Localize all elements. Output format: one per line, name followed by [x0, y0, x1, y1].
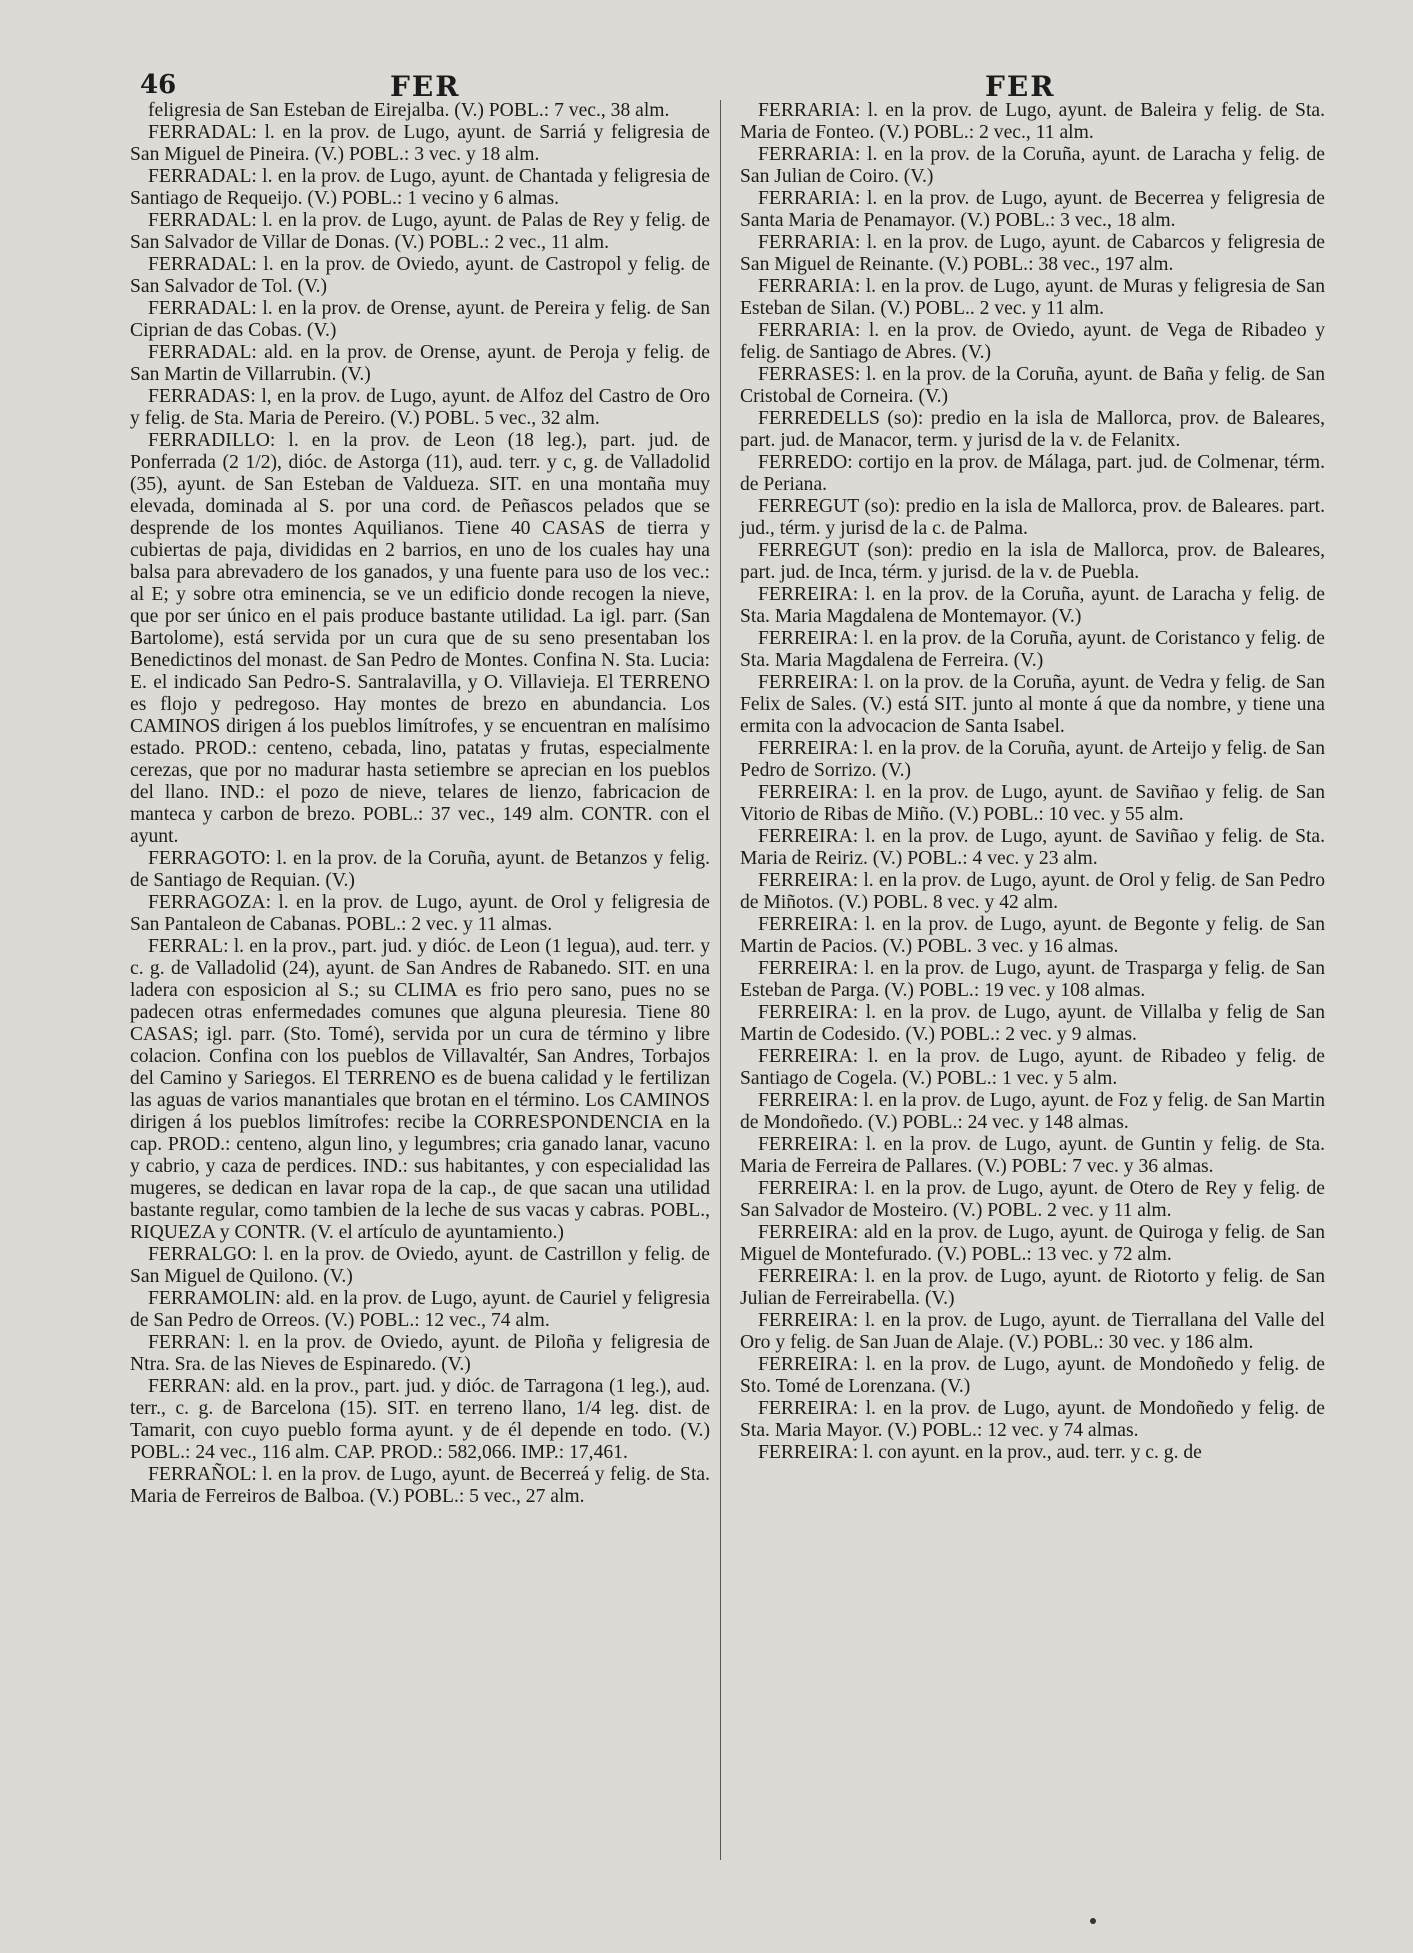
dictionary-entry: FERREIRA: l. en la prov. de Lugo, ayunt. de Saviñao y felig. de San Vitorio de Ribas de Miño. (V.) POBL.: 10 vec. y 55 alm.: [740, 782, 1325, 825]
dictionary-entry: FERRARIA: l. en la prov. de Lugo, ayunt. de Cabarcos y feligresia de San Miguel de Reinante. (V.) POBL.: 38 vec., 197 alm.: [740, 232, 1325, 275]
dictionary-entry: FERRAN: l. en la prov. de Oviedo, ayunt. de Piloña y feligresia de Ntra. Sra. de las Nieves de Espinaredo. (V.): [130, 1332, 710, 1375]
dictionary-entry: FERRARIA: l. en la prov. de Lugo, ayunt. de Baleira y felig. de Sta. Maria de Fonteo. (V.) POBL.: 2 vec., 11 alm.: [740, 100, 1325, 143]
dictionary-entry: FERREGUT (son): predio en la isla de Mallorca, prov. de Baleares, part. jud. de Inca, térm. y jurisd. de la v. de Puebla.: [740, 540, 1325, 583]
right-column: [740, 100, 1325, 1464]
dictionary-entry: FERREIRA: l. en la prov. de la Coruña, ayunt. de Arteijo y felig. de San Pedro de Sorrizo. (V.): [740, 738, 1325, 781]
dictionary-entry: FERREIRA: l. en la prov. de la Coruña, ayunt. de Laracha y felig. de Sta. Maria Magdalena de Montemayor. (V.): [740, 584, 1325, 627]
dictionary-entry: FERRAÑOL: l. en la prov. de Lugo, ayunt. de Becerreá y felig. de Sta. Maria de Ferreiros de Balboa. (V.) POBL.: 5 vec., 27 alm.: [130, 1464, 710, 1507]
dictionary-entry: FERRAGOZA: l. en la prov. de Lugo, ayunt. de Orol y feligresia de San Pantaleon de Cabanas. POBL.: 2 vec. y 11 almas.: [130, 892, 710, 935]
dictionary-entry: FERREIRA: l. en la prov. de Lugo, ayunt. de Ribadeo y felig. de Santiago de Cogela. (V.) POBL.: 1 vec. y 5 alm.: [740, 1046, 1325, 1089]
running-head-right: FER: [985, 70, 1056, 103]
dictionary-entry: FERRARIA: l. en la prov. de la Coruña, ayunt. de Laracha y felig. de San Julian de Coiro. (V.): [740, 144, 1325, 187]
page-number: 46: [140, 70, 177, 100]
dictionary-entry: FERRARIA: l. en la prov. de Oviedo, ayunt. de Vega de Ribadeo y felig. de Santiago de Abres. (V.): [740, 320, 1325, 363]
ink-speck: [1090, 1918, 1096, 1924]
dictionary-entry: FERREIRA: l. en la prov. de Lugo, ayunt. de Trasparga y felig. de San Esteban de Parga. (V.) POBL.: 19 vec. y 108 almas.: [740, 958, 1325, 1001]
column-divider: [720, 100, 721, 1860]
dictionary-entry: FERRADAL: l. en la prov. de Lugo, ayunt. de Sarriá y feligresia de San Miguel de Pineira. (V.) POBL.: 3 vec. y 18 alm.: [130, 122, 710, 165]
dictionary-entry: FERREIRA: l. con ayunt. en la prov., aud. terr. y c. g. de: [758, 1442, 1202, 1463]
dictionary-entry: FERREIRA: l. en la prov. de Lugo, ayunt. de Mondoñedo y felig. de Sta. Maria Mayor. (V.) POBL.: 12 vec. y 74 almas.: [740, 1398, 1325, 1441]
page-header: [0, 70, 1413, 104]
dictionary-entry: FERREIRA: l. en la prov. de Lugo, ayunt. de Otero de Rey y felig. de San Salvador de Mosteiro. (V.) POBL. 2 vec. y 11 alm.: [740, 1178, 1325, 1221]
dictionary-entry: FERREIRA: l. en la prov. de Lugo, ayunt. de Orol y felig. de San Pedro de Miñotos. (V.) POBL. 8 vec. y 42 alm.: [740, 870, 1325, 913]
dictionary-entry: FERRADAS: l, en la prov. de Lugo, ayunt. de Alfoz del Castro de Oro y felig. de Sta. Maria de Pereiro. (V.) POBL. 5 vec., 32 alm.: [130, 386, 710, 429]
dictionary-entry: FERRADAL: l. en la prov. de Orense, ayunt. de Pereira y felig. de San Ciprian de das Cobas. (V.): [130, 298, 710, 341]
dictionary-entry: FERRARIA: l. en la prov. de Lugo, ayunt. de Muras y feligresia de San Esteban de Silan. (V.) POBL.. 2 vec. y 11 alm.: [740, 276, 1325, 319]
dictionary-entry: FERREIRA: l. en la prov. de Lugo, ayunt. de Saviñao y felig. de Sta. Maria de Reiriz. (V.) POBL.: 4 vec. y 23 alm.: [740, 826, 1325, 869]
dictionary-entry: FERRARIA: l. en la prov. de Lugo, ayunt. de Becerrea y feligresia de Santa Maria de Penamayor. (V.) POBL.: 3 vec., 18 alm.: [740, 188, 1325, 231]
dictionary-entry: FERRADAL: l. en la prov. de Lugo, ayunt. de Chantada y feligresia de Santiago de Requeijo. (V.) POBL.: 1 vecino y 6 almas.: [130, 166, 710, 209]
dictionary-entry: FERRADAL: ald. en la prov. de Orense, ayunt. de Peroja y felig. de San Martin de Villarrubin. (V.): [130, 342, 710, 385]
dictionary-entry: FERRASES: l. en la prov. de la Coruña, ayunt. de Baña y felig. de San Cristobal de Corneira. (V.): [740, 364, 1325, 407]
dictionary-entry: FERREIRA: l. en la prov. de Lugo, ayunt. de Tierrallana del Valle del Oro y felig. de San Juan de Alaje. (V.) POBL.: 30 vec. y 186 alm.: [740, 1310, 1325, 1353]
dictionary-entry: FERRADILLO: l. en la prov. de Leon (18 leg.), part. jud. de Ponferrada (2 1/2), dióc. de Astorga (11), aud. terr. y c, g. de Valladolid (35), ayunt. de San Esteban de Valdueza. SIT. en una montaña muy elevada, dominada al S. por una cord. de Peñascos pelados que se desprende de los montes Aquilianos. Tiene 40 CASAS de tierra y cubiertas de paja, divididas en 2 barrios, en uno de los cuales hay una balsa para abrevadero de los ganados, y una fuente para uso de los vec.: al E; y sobre otra eminencia, se ve un edificio donde recogen la nieve, que por ser único en el pais produce bastante utilidad. La igl. parr. (San Bartolome), está servida por un cura que de su seno presentaban los Benedictinos del monast. de San Pedro de Montes. Confina N. Sta. Lucia: E. el indicado San Pedro-S. Santralavilla, y O. Villavieja. El TERRENO es flojo y pedregoso. Hay montes de brezo en abundancia. Los CAMINOS dirigen á los pueblos limítrofes, y se encuentran en malísimo estado. PROD.: centeno, cebada, lino, patatas y frutas, especialmente cerezas, que por no madurar hasta setiembre se aprecian en los pueblos del llano. IND.: el pozo de nieve, telares de lienzo, fabricacion de manteca y carbon de brezo. POBL.: 37 vec., 149 alm. CONTR. con el ayunt.: [130, 430, 710, 847]
dictionary-entry: FERRAGOTO: l. en la prov. de la Coruña, ayunt. de Betanzos y felig. de Santiago de Requian. (V.): [130, 848, 710, 891]
dictionary-entry: feligresia de San Esteban de Eirejalba. (V.) POBL.: 7 vec., 38 alm.: [148, 100, 670, 121]
dictionary-entry: FERREIRA: l. en la prov. de Lugo, ayunt. de Foz y felig. de San Martin de Mondoñedo. (V.) POBL.: 24 vec. y 148 almas.: [740, 1090, 1325, 1133]
dictionary-entry: FERRAL: l. en la prov., part. jud. y dióc. de Leon (1 legua), aud. terr. y c. g. de Valladolid (24), ayunt. de San Andres de Rabanedo. SIT. en una ladera con esposicion al S.; su CLIMA es frio pero sano, pues no se padecen otras enfermedades comunes que alguna pleuresia. Tiene 80 CASAS; igl. parr. (Sto. Tomé), servida por un cura de término y libre colacion. Confina con los pueblos de Villavaltér, San Andres, Torbajos del Camino y Sariegos. El TERRENO es de buena calidad y le fertilizan las aguas de varios manantiales que brotan en el término. Los CAMINOS dirigen á los pueblos limítrofes: recibe la CORRESPONDENCIA en la cap. PROD.: centeno, algun lino, y legumbres; cria ganado lanar, vacuno y cabrio, y caza de perdices. IND.: sus habitantes, y con especialidad las mugeres, se dedican en lavar ropa de la cap., de que sacan una utilidad bastante regular, como tambien de la leche de sus vacas y cabras. POBL., RIQUEZA y CONTR. (V. el artículo de ayuntamiento.): [130, 936, 710, 1243]
dictionary-entry: FERRADAL: l. en la prov. de Oviedo, ayunt. de Castropol y felig. de San Salvador de Tol. (V.): [130, 254, 710, 297]
dictionary-entry: FERREDELLS (so): predio en la isla de Mallorca, prov. de Baleares, part. jud. de Manacor, term. y jurisd de la v. de Felanitx.: [740, 408, 1325, 451]
dictionary-entry: FERRALGO: l. en la prov. de Oviedo, ayunt. de Castrillon y felig. de San Miguel de Quilono. (V.): [130, 1244, 710, 1287]
dictionary-entry: FERREDO: cortijo en la prov. de Málaga, part. jud. de Colmenar, térm. de Periana.: [740, 452, 1325, 495]
dictionary-entry: FERREIRA: l. en la prov. de Lugo, ayunt. de Riotorto y felig. de San Julian de Ferreirabella. (V.): [740, 1266, 1325, 1309]
dictionary-entry: FERREIRA: l. on la prov. de la Coruña, ayunt. de Vedra y felig. de San Felix de Sales. (V.) está SIT. junto al monte á que da nombre, y tiene una ermita con la advocacion de Santa Isabel.: [740, 672, 1325, 737]
dictionary-entry: FERREGUT (so): predio en la isla de Mallorca, prov. de Baleares. part. jud., térm. y jurisd de la c. de Palma.: [740, 496, 1325, 539]
running-head-left: FER: [390, 70, 461, 103]
dictionary-entry: FERREIRA: l. en la prov. de la Coruña, ayunt. de Coristanco y felig. de Sta. Maria Magdalena de Ferreira. (V.): [740, 628, 1325, 671]
left-column: [130, 100, 710, 1508]
dictionary-entry: FERREIRA: l. en la prov. de Lugo, ayunt. de Begonte y felig. de San Martin de Pacios. (V.) POBL. 3 vec. y 16 almas.: [740, 914, 1325, 957]
dictionary-entry: FERREIRA: l. en la prov. de Lugo, ayunt. de Villalba y felig de San Martin de Codesido. (V.) POBL.: 2 vec. y 9 almas.: [740, 1002, 1325, 1045]
dictionary-entry: FERRADAL: l. en la prov. de Lugo, ayunt. de Palas de Rey y felig. de San Salvador de Villar de Donas. (V.) POBL.: 2 vec., 11 alm.: [130, 210, 710, 253]
dictionary-entry: FERREIRA: l. en la prov. de Lugo, ayunt. de Mondoñedo y felig. de Sto. Tomé de Lorenzana. (V.): [740, 1354, 1325, 1397]
dictionary-entry: FERREIRA: l. en la prov. de Lugo, ayunt. de Guntin y felig. de Sta. Maria de Ferreira de Pallares. (V.) POBL: 7 vec. y 36 almas.: [740, 1134, 1325, 1177]
dictionary-entry: FERRAMOLIN: ald. en la prov. de Lugo, ayunt. de Cauriel y feligresia de San Pedro de Orreos. (V.) POBL.: 12 vec., 74 alm.: [130, 1288, 710, 1331]
dictionary-entry: FERRAN: ald. en la prov., part. jud. y dióc. de Tarragona (1 leg.), aud. terr., c. g. de Barcelona (15). SIT. en terreno llano, 1/4 leg. dist. de Tamarit, con cuyo pueblo forma ayunt. y de él depende en todo. (V.) POBL.: 24 vec., 116 alm. CAP. PROD.: 582,066. IMP.: 17,461.: [130, 1376, 710, 1463]
dictionary-entry: FERREIRA: ald en la prov. de Lugo, ayunt. de Quiroga y felig. de San Miguel de Montefurado. (V.) POBL.: 13 vec. y 72 alm.: [740, 1222, 1325, 1265]
